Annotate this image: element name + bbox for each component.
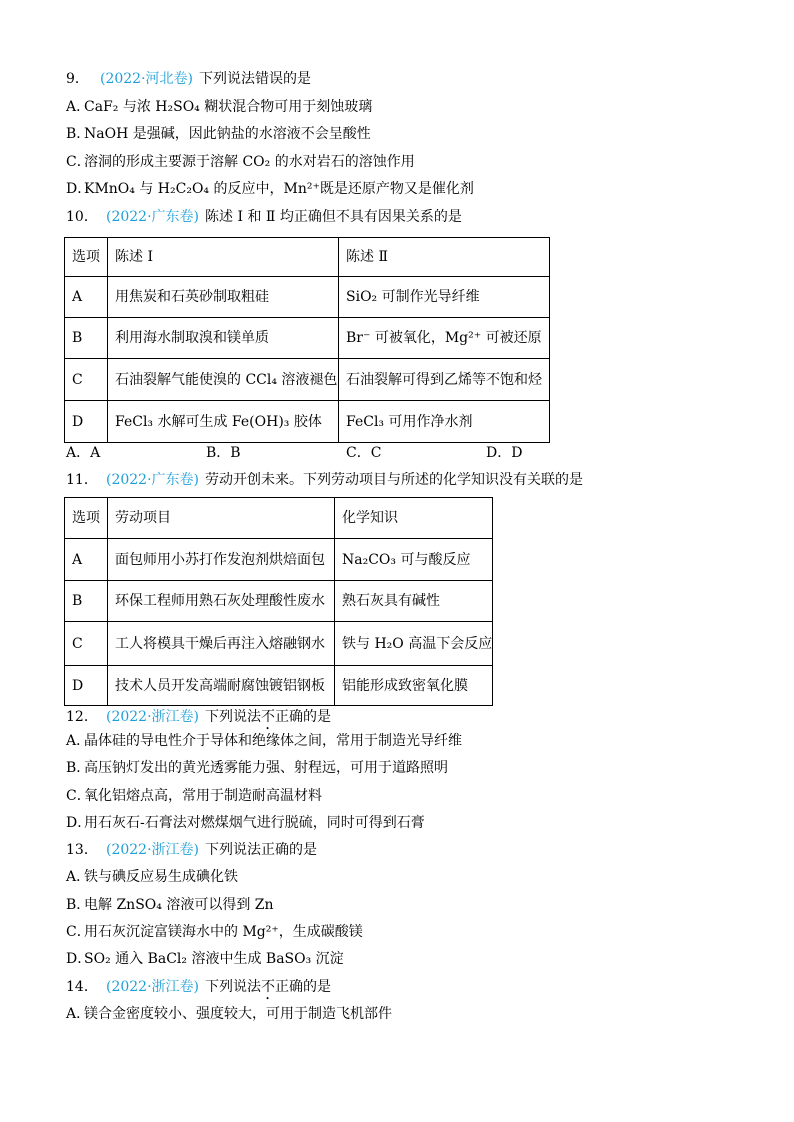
option-text: D xyxy=(511,445,523,461)
answer-choice-c xyxy=(346,443,486,463)
question-12-option-c xyxy=(66,783,756,810)
question-list xyxy=(66,66,756,1028)
table-cell: FeCl₃ 可用作净水剂 xyxy=(339,401,550,443)
option-text: 用石灰沉淀富镁海水中的 Mg²⁺，生成碳酸镁 xyxy=(84,924,363,941)
table-row xyxy=(65,622,493,666)
emphasized-word: 不 xyxy=(261,709,276,725)
question-source-label: (2022·浙江卷) xyxy=(106,842,200,859)
table-cell: A xyxy=(65,277,108,318)
table-cell: D xyxy=(65,666,108,706)
option-text: SO₂ 通入 BaCl₂ 溶液中生成 BaSO₃ 沉淀 xyxy=(84,951,344,968)
option-text: 晶体硅的导电性介于导体和绝缘体之间，常用于制造光导纤维 xyxy=(84,733,462,749)
question-source-label: (2022·广东卷) xyxy=(106,208,200,225)
question-14-stem xyxy=(66,974,756,1001)
question-text xyxy=(205,979,331,995)
answer-choice-b xyxy=(206,443,346,463)
question-13-stem xyxy=(66,837,756,864)
table-header-row xyxy=(65,238,550,277)
question-9-option-d xyxy=(66,176,756,204)
header-cell-statement-2: 陈述 Ⅱ xyxy=(339,238,550,277)
answer-choice-a xyxy=(66,443,206,463)
option-text: C xyxy=(370,445,382,461)
table-cell: C xyxy=(65,359,108,401)
table-cell: B xyxy=(65,581,108,622)
question-13-option-c xyxy=(66,919,756,946)
header-cell-labor-item: 劳动项目 xyxy=(108,498,335,539)
option-letter: C． xyxy=(66,153,91,170)
table-header-row xyxy=(65,498,493,539)
option-text: B xyxy=(230,445,241,461)
option-text: A xyxy=(90,445,101,461)
option-letter: A． xyxy=(66,733,91,749)
table-row xyxy=(65,277,550,318)
question-text: 下列说法正确的是 xyxy=(205,842,318,859)
question-text-part: 正确的是 xyxy=(275,709,332,725)
option-letter: B． xyxy=(66,896,91,913)
table-row xyxy=(65,666,493,706)
option-text: 镁合金密度较小、强度较大，可用于制造飞机部件 xyxy=(84,1005,392,1022)
table-cell: 熟石灰具有碱性 xyxy=(335,581,493,622)
table-cell: 环保工程师用熟石灰处理酸性废水 xyxy=(108,581,335,622)
option-letter: A． xyxy=(66,869,91,886)
question-13-option-d xyxy=(66,946,756,973)
option-letter: B． xyxy=(206,445,231,461)
question-12-option-b xyxy=(66,755,756,782)
question-text-part: 正确的是 xyxy=(275,978,332,995)
header-cell-option: 选项 xyxy=(65,498,108,539)
table-cell: 面包师用小苏打作发泡剂烘焙面包 xyxy=(108,539,335,581)
question-9-option-a xyxy=(66,94,756,122)
table-cell: D xyxy=(65,401,108,443)
question-9-option-c xyxy=(66,149,756,177)
question-13-option-b xyxy=(66,892,756,919)
answer-choice-d xyxy=(486,443,626,463)
table-cell: 工人将模具干燥后再注入熔融钢水 xyxy=(108,622,335,666)
question-source-label: (2022·河北卷) xyxy=(100,71,194,87)
table-cell: SiO₂ 可制作光导纤维 xyxy=(339,277,550,318)
question-11-stem xyxy=(66,463,756,497)
option-letter: B． xyxy=(66,760,91,777)
table-cell: 铝能形成致密氧化膜 xyxy=(335,666,493,706)
header-cell-option: 选项 xyxy=(65,238,108,277)
option-letter: C． xyxy=(66,787,91,804)
question-13-option-a xyxy=(66,864,756,891)
question-source-label: (2022·浙江卷) xyxy=(106,978,200,995)
header-cell-chemistry-knowledge: 化学知识 xyxy=(335,498,493,539)
question-number: 9． xyxy=(66,71,89,87)
option-text: 溶洞的形成主要源于溶解 CO₂ 的水对岩石的溶蚀作用 xyxy=(84,153,415,170)
table-cell: A xyxy=(65,539,108,581)
option-text: CaF₂ 与浓 H₂SO₄ 糊状混合物可用于刻蚀玻璃 xyxy=(84,98,373,115)
table-row xyxy=(65,318,550,359)
question-number: 10． xyxy=(66,208,98,225)
table-cell: 技术人员开发高端耐腐蚀镀铝钢板 xyxy=(108,666,335,706)
question-10-answer-choices xyxy=(66,443,756,463)
option-text: 用石灰石-石膏法对燃煤烟气进行脱硫，同时可得到石膏 xyxy=(84,814,425,831)
table-cell: Br⁻ 可被氧化，Mg²⁺ 可被还原 xyxy=(339,318,550,359)
statement-table xyxy=(64,237,550,443)
question-14-option-a xyxy=(66,1001,756,1028)
option-letter: A． xyxy=(66,445,91,461)
option-text: 电解 ZnSO₄ 溶液可以得到 Zn xyxy=(84,896,274,913)
option-text: 高压钠灯发出的黄光透雾能力强、射程远，可用于道路照明 xyxy=(84,760,448,777)
table-cell: B xyxy=(65,318,108,359)
table-row xyxy=(65,539,493,581)
table-cell: 铁与 H₂O 高温下会反应 xyxy=(335,622,493,666)
question-text: 劳动开创未来。下列劳动项目与所述的化学知识没有关联的是 xyxy=(205,472,584,488)
question-text: 下列说法错误的是 xyxy=(199,71,312,87)
option-letter: A． xyxy=(66,98,91,115)
option-letter: C． xyxy=(66,924,91,941)
option-letter: D． xyxy=(66,181,92,197)
question-number: 12． xyxy=(66,709,98,725)
table-row xyxy=(65,359,550,401)
table-cell: 利用海水制取溴和镁单质 xyxy=(108,318,339,359)
header-cell-statement-1: 陈述 Ⅰ xyxy=(108,238,339,277)
question-source-label: (2022·浙江卷) xyxy=(106,709,200,725)
question-text: 陈述 Ⅰ 和 Ⅱ 均正确但不具有因果关系的是 xyxy=(205,208,462,225)
table-row xyxy=(65,401,550,443)
option-text: 氧化铝熔点高，常用于制造耐高温材料 xyxy=(84,787,322,804)
question-12-option-d xyxy=(66,810,756,837)
labor-knowledge-table xyxy=(64,497,493,706)
table-cell: C xyxy=(65,622,108,666)
option-letter: D． xyxy=(66,951,92,968)
table-cell: 石油裂解可得到乙烯等不饱和烃 xyxy=(339,359,550,401)
option-text: KMnO₄ 与 H₂C₂O₄ 的反应中，Mn²⁺既是还原产物又是催化剂 xyxy=(84,181,474,197)
option-letter: D． xyxy=(66,814,92,831)
option-letter: C． xyxy=(346,445,371,461)
question-source-label: (2022·广东卷) xyxy=(106,472,200,488)
question-text-part: 下列说法 xyxy=(205,709,262,725)
question-12-stem xyxy=(66,706,756,728)
emphasized-word: 不 xyxy=(261,978,276,995)
question-10-stem xyxy=(66,204,756,232)
table-cell: FeCl₃ 水解可生成 Fe(OH)₃ 胶体 xyxy=(108,401,339,443)
option-letter: A． xyxy=(66,1005,91,1022)
table-cell: 石油裂解气能使溴的 CCl₄ 溶液褪色 xyxy=(108,359,339,401)
table-cell: Na₂CO₃ 可与酸反应 xyxy=(335,539,493,581)
question-9-stem xyxy=(66,66,756,94)
question-12-option-a xyxy=(66,728,756,755)
table-cell: 用焦炭和石英砂制取粗硅 xyxy=(108,277,339,318)
question-number: 13． xyxy=(66,842,98,859)
option-text: 铁与碘反应易生成碘化铁 xyxy=(84,869,238,886)
question-number: 14． xyxy=(66,978,98,995)
question-text-part: 下列说法 xyxy=(205,978,262,995)
option-text: NaOH 是强碱，因此钠盐的水溶液不会呈酸性 xyxy=(84,126,371,142)
question-9-option-b xyxy=(66,121,756,149)
option-letter: B． xyxy=(66,126,91,142)
table-row xyxy=(65,581,493,622)
question-text xyxy=(205,709,331,725)
question-number: 11． xyxy=(66,472,98,488)
option-letter: D． xyxy=(486,445,512,461)
